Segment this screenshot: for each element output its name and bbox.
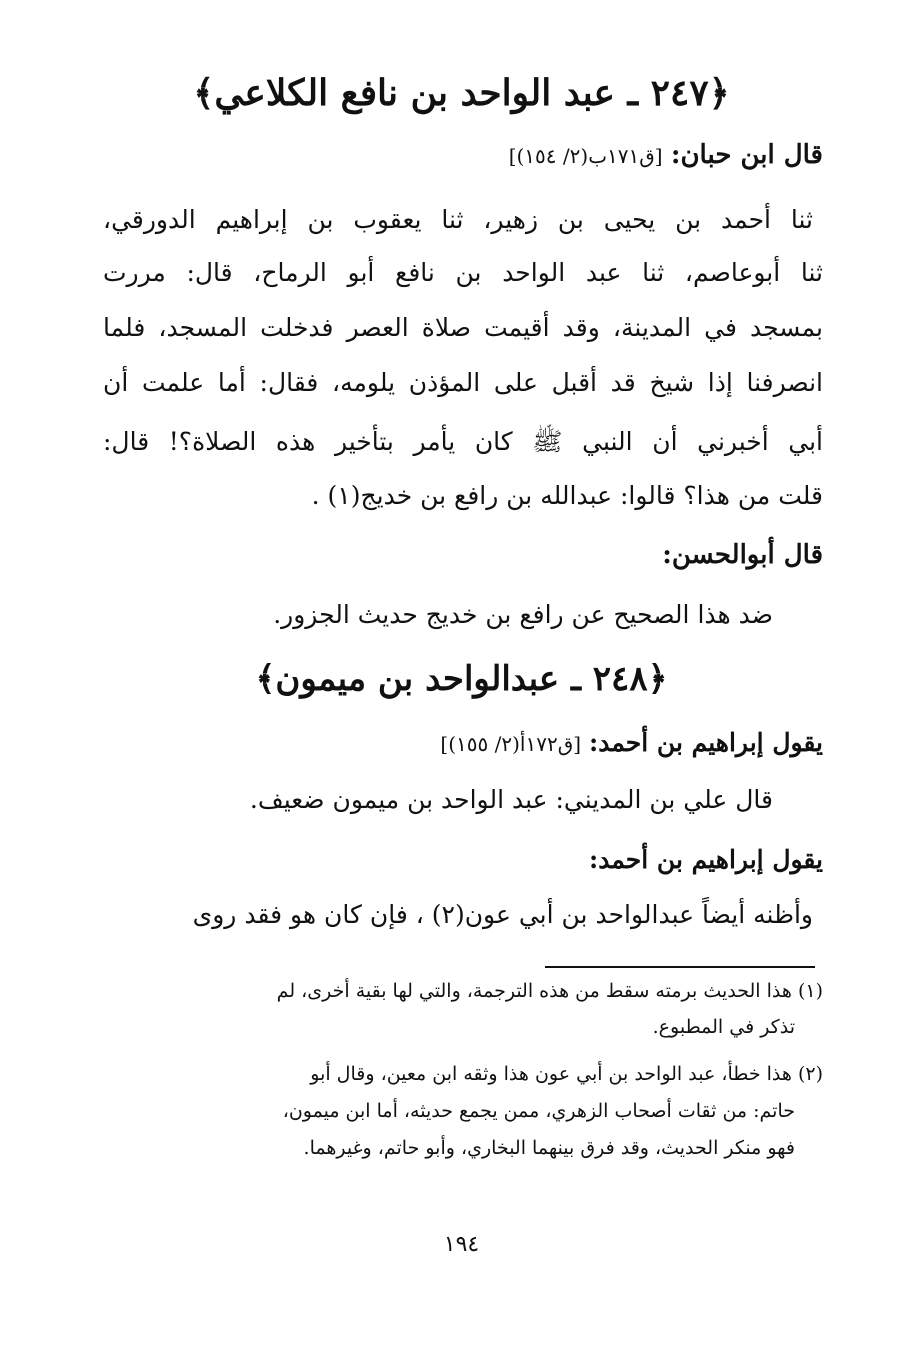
entry-247-title: ﴿٢٤٧ ـ عبد الواحد بن نافع الكلاعي﴾ xyxy=(193,72,730,114)
entry-247-line-5: أبي أخبرني أن النبي ﷺ كان يأمر بتأخير هذه الصلاة؟! قال: xyxy=(103,427,823,456)
source-ref: [ق١٧١ب(٢/ ١٥٤)] xyxy=(508,144,663,168)
footnote-2-line-2: حاتم: من ثقات أصحاب الزهري، ممن يجمع حديثه، أما ابن ميمون، xyxy=(282,1100,795,1122)
entry-248-source xyxy=(103,728,823,757)
source-ref-248: [ق١٧٢أ(٢/ ١٥٥)] xyxy=(440,732,582,756)
entry-248-quote: قال علي بن المديني: عبد الواحد بن ميمون ضعيف. xyxy=(249,785,773,814)
entry-247-source xyxy=(103,140,823,170)
footnote-1-line-1: (١) هذا الحديث برمته سقط من هذه الترجمة، والتي لها بقية أخرى، لم xyxy=(276,980,823,1002)
page-number: ١٩٤ xyxy=(443,1232,480,1257)
entry-247-line-3: بمسجد في المدينة، وقد أقيمت صلاة العصر فدخلت المسجد، فلما xyxy=(103,313,823,342)
entry-247-comment: ضد هذا الصحيح عن رافع بن خديج حديث الجزور. xyxy=(273,600,773,629)
entry-248-last-line: وأظنه أيضاً عبدالواحد بن أبي عون(٢) ، فإن كان هو فقد روى xyxy=(192,900,813,929)
entry-247-comment-label: قال أبوالحسن: xyxy=(662,540,823,570)
entry-247-line-6: قلت من هذا؟ قالوا: عبدالله بن رافع بن خديج(١) . xyxy=(311,481,823,510)
entry-247-line-2: ثنا أبوعاصم، ثنا عبد الواحد بن نافع أبو الرماح، قال: مررت xyxy=(103,258,823,287)
source-label: قال ابن حبان: xyxy=(670,140,823,170)
footnote-2-line-3: فهو منكر الحديث، وقد فرق بينهما البخاري، وأبو حاتم، وغيرهما. xyxy=(303,1137,795,1159)
entry-248-title: ﴿٢٤٨ ـ عبدالواحد بن ميمون﴾ xyxy=(255,659,668,699)
footnote-separator xyxy=(545,966,815,968)
entry-247-line-4: انصرفنا إذا شيخ قد أقبل على المؤذن يلومه، فقال: أما علمت أن xyxy=(103,368,823,397)
footnote-2-line-1: (٢) هذا خطأ، عبد الواحد بن أبي عون هذا وثقه ابن معين، وقال أبو xyxy=(310,1063,823,1085)
entry-248-label-2: يقول إبراهيم بن أحمد: xyxy=(589,845,823,874)
source-label-248: يقول إبراهيم بن أحمد: xyxy=(589,728,823,757)
footnote-1-line-2: تذكر في المطبوع. xyxy=(652,1016,795,1038)
entry-247-line-1: ثنا أحمد بن يحيى بن زهير، ثنا يعقوب بن إبراهيم الدورقي، xyxy=(103,205,813,234)
